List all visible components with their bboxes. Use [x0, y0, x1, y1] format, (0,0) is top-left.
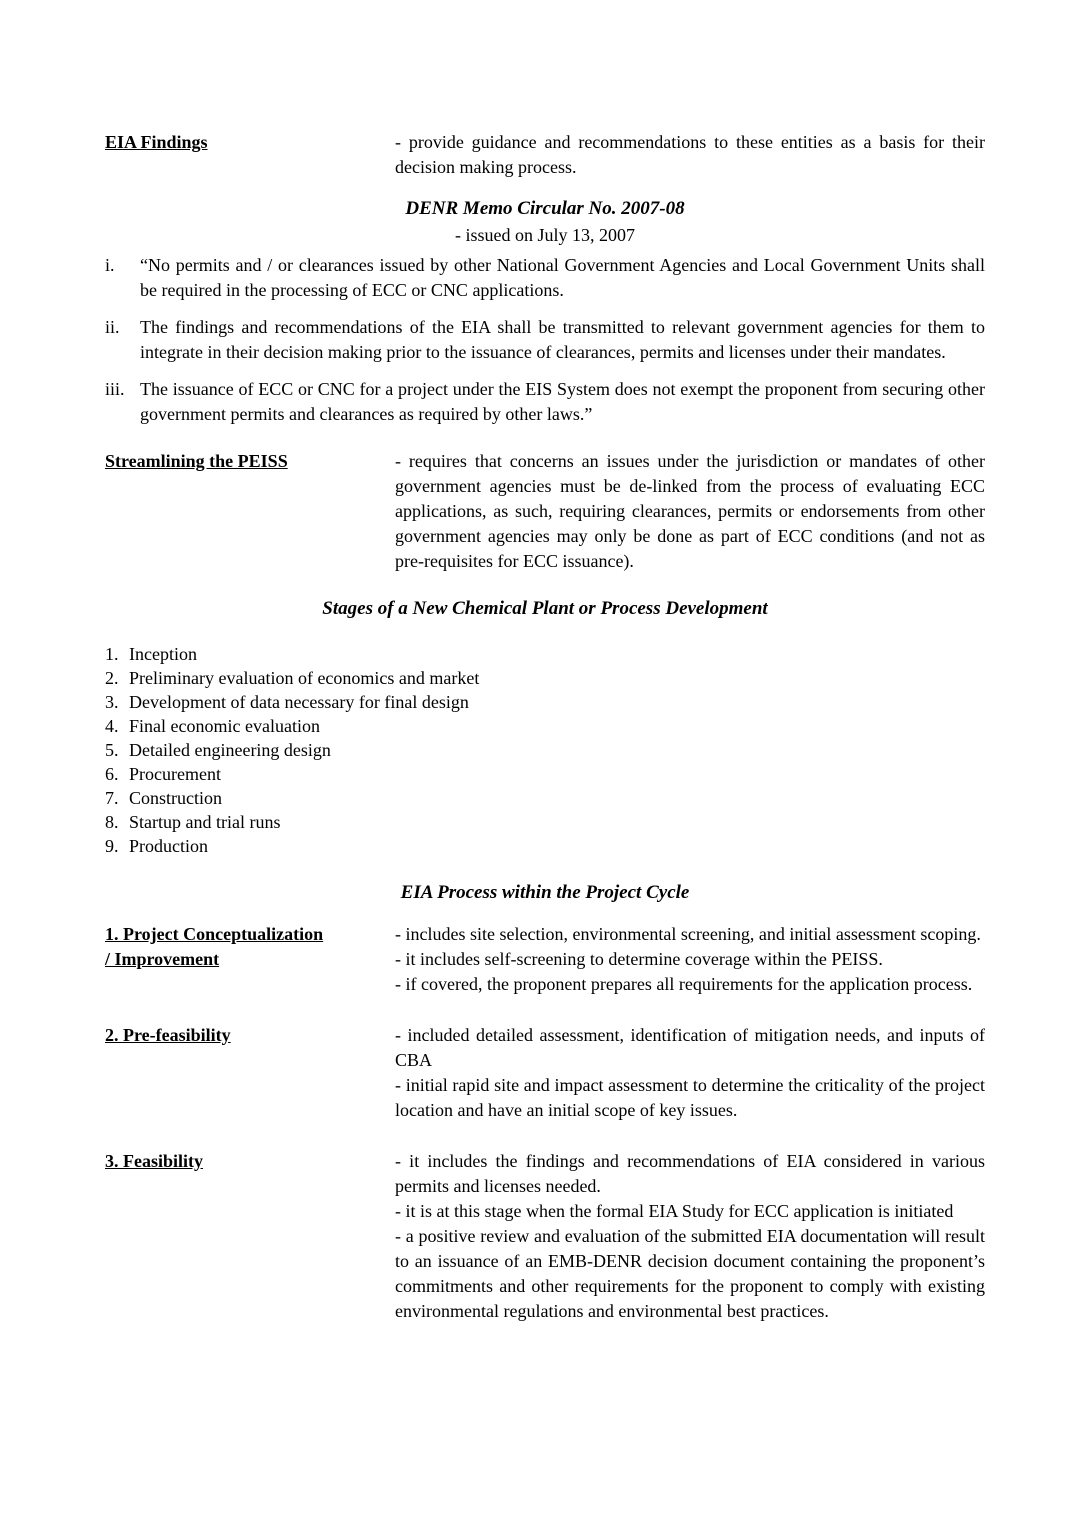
- list-item: [105, 834, 985, 858]
- list-item-text: Preliminary evaluation of economics and market: [129, 668, 480, 688]
- list-item-marker: 9.: [105, 836, 119, 856]
- definition-prefeasibility: [395, 1023, 985, 1123]
- term-project-conceptualization: [105, 922, 395, 997]
- list-item-marker: i.: [105, 255, 115, 275]
- process-entry-prefeasibility: [105, 1023, 985, 1123]
- list-item: [105, 786, 985, 810]
- list-item: [105, 714, 985, 738]
- list-item-marker: 6.: [105, 764, 119, 784]
- list-item-marker: 3.: [105, 692, 119, 712]
- definition-point: - it is at this stage when the formal EIA Study for ECC application is initiated: [395, 1201, 954, 1221]
- list-item-text: Production: [129, 836, 208, 856]
- list-item-text: Detailed engineering design: [129, 740, 331, 760]
- list-item-text: Construction: [129, 788, 222, 808]
- list-item-text: Inception: [129, 644, 197, 664]
- term-line: 1. Project Conceptualization: [105, 924, 324, 944]
- list-item-text: Startup and trial runs: [129, 812, 281, 832]
- term-eia-findings-label: EIA Findings: [105, 132, 208, 152]
- list-item-marker: 2.: [105, 668, 119, 688]
- term-line: 3. Feasibility: [105, 1151, 203, 1171]
- term-prefeasibility: [105, 1023, 395, 1123]
- memo-provisions-list: [105, 253, 985, 427]
- definition-point: - includes site selection, environmental screening, and initial assessment scoping.: [395, 924, 981, 944]
- term-line: 2. Pre-feasibility: [105, 1025, 231, 1045]
- list-item-marker: ii.: [105, 317, 120, 337]
- term-eia-findings: [105, 130, 395, 180]
- list-item-text: Development of data necessary for final design: [129, 692, 469, 712]
- definition-point: - included detailed assessment, identification of mitigation needs, and inputs of CBA: [395, 1025, 985, 1070]
- list-item: [105, 642, 985, 666]
- list-item-text: Procurement: [129, 764, 221, 784]
- section-eia-findings: [105, 130, 985, 180]
- definition-eia-findings: - provide guidance and recommendations to these entities as a basis for their decision making process.: [395, 132, 985, 177]
- list-item: [105, 253, 985, 303]
- list-item-text: The issuance of ECC or CNC for a project under the EIS System does not exempt the proponent from securing other government permits and clearances as required by other laws.”: [140, 379, 985, 424]
- list-item: [105, 666, 985, 690]
- eia-process-title: EIA Process within the Project Cycle: [400, 882, 690, 903]
- list-item-marker: 4.: [105, 716, 119, 736]
- list-item-text: Final economic evaluation: [129, 716, 320, 736]
- list-item-marker: iii.: [105, 379, 125, 399]
- definition-point: - it includes the findings and recommendations of EIA considered in various permits and licenses needed.: [395, 1151, 985, 1196]
- list-item: [105, 738, 985, 762]
- stages-title: Stages of a New Chemical Plant or Process Development: [322, 598, 768, 619]
- stages-list: [105, 642, 985, 858]
- list-item: [105, 810, 985, 834]
- term-streamlining-peiss-label: Streamlining the PEISS: [105, 451, 288, 471]
- memo-circular-title: DENR Memo Circular No. 2007-08: [405, 198, 685, 219]
- term-line: / Improvement: [105, 949, 220, 969]
- section-streamlining-peiss: [105, 449, 985, 574]
- term-streamlining-peiss: [105, 449, 395, 574]
- term-feasibility: [105, 1149, 395, 1324]
- definition-point: - it includes self-screening to determine coverage within the PEISS.: [395, 949, 883, 969]
- list-item: [105, 377, 985, 427]
- list-item-marker: 7.: [105, 788, 119, 808]
- list-item-marker: 5.: [105, 740, 119, 760]
- definition-project-conceptualization: [395, 922, 985, 997]
- definition-streamlining-peiss: - requires that concerns an issues under the jurisdiction or mandates of other government agencies must be de-linked from the process of evaluating ECC applications, as such, requiring clearances, permits or endorsements from other government agencies may only be done as part of ECC conditions (and not as pre-requisites for ECC issuance).: [395, 451, 985, 571]
- list-item-text: The findings and recommendations of the EIA shall be transmitted to relevant government agencies for them to integrate in their decision making prior to the issuance of clearances, permits and licenses under their mandates.: [140, 317, 985, 362]
- list-item-marker: 8.: [105, 812, 119, 832]
- list-item: [105, 315, 985, 365]
- definition-point: - a positive review and evaluation of the submitted EIA documentation will result to an issuance of an EMB-DENR decision document containing the proponent’s commitments and other requirements for the proponent to comply with existing environmental regulations and environmental best practices.: [395, 1226, 985, 1321]
- memo-circular-subtitle: - issued on July 13, 2007: [455, 225, 635, 245]
- definition-feasibility: [395, 1149, 985, 1324]
- definition-point: - initial rapid site and impact assessment to determine the criticality of the project location and have an initial scope of key issues.: [395, 1075, 985, 1120]
- process-entry-conceptualization: [105, 922, 985, 997]
- list-item: [105, 762, 985, 786]
- list-item: [105, 690, 985, 714]
- definition-point: - if covered, the proponent prepares all requirements for the application process.: [395, 974, 973, 994]
- list-item-marker: 1.: [105, 644, 119, 664]
- list-item-text: “No permits and / or clearances issued by other National Government Agencies and Local Government Units shall be required in the processing of ECC or CNC applications.: [140, 255, 985, 300]
- process-entry-feasibility: [105, 1149, 985, 1324]
